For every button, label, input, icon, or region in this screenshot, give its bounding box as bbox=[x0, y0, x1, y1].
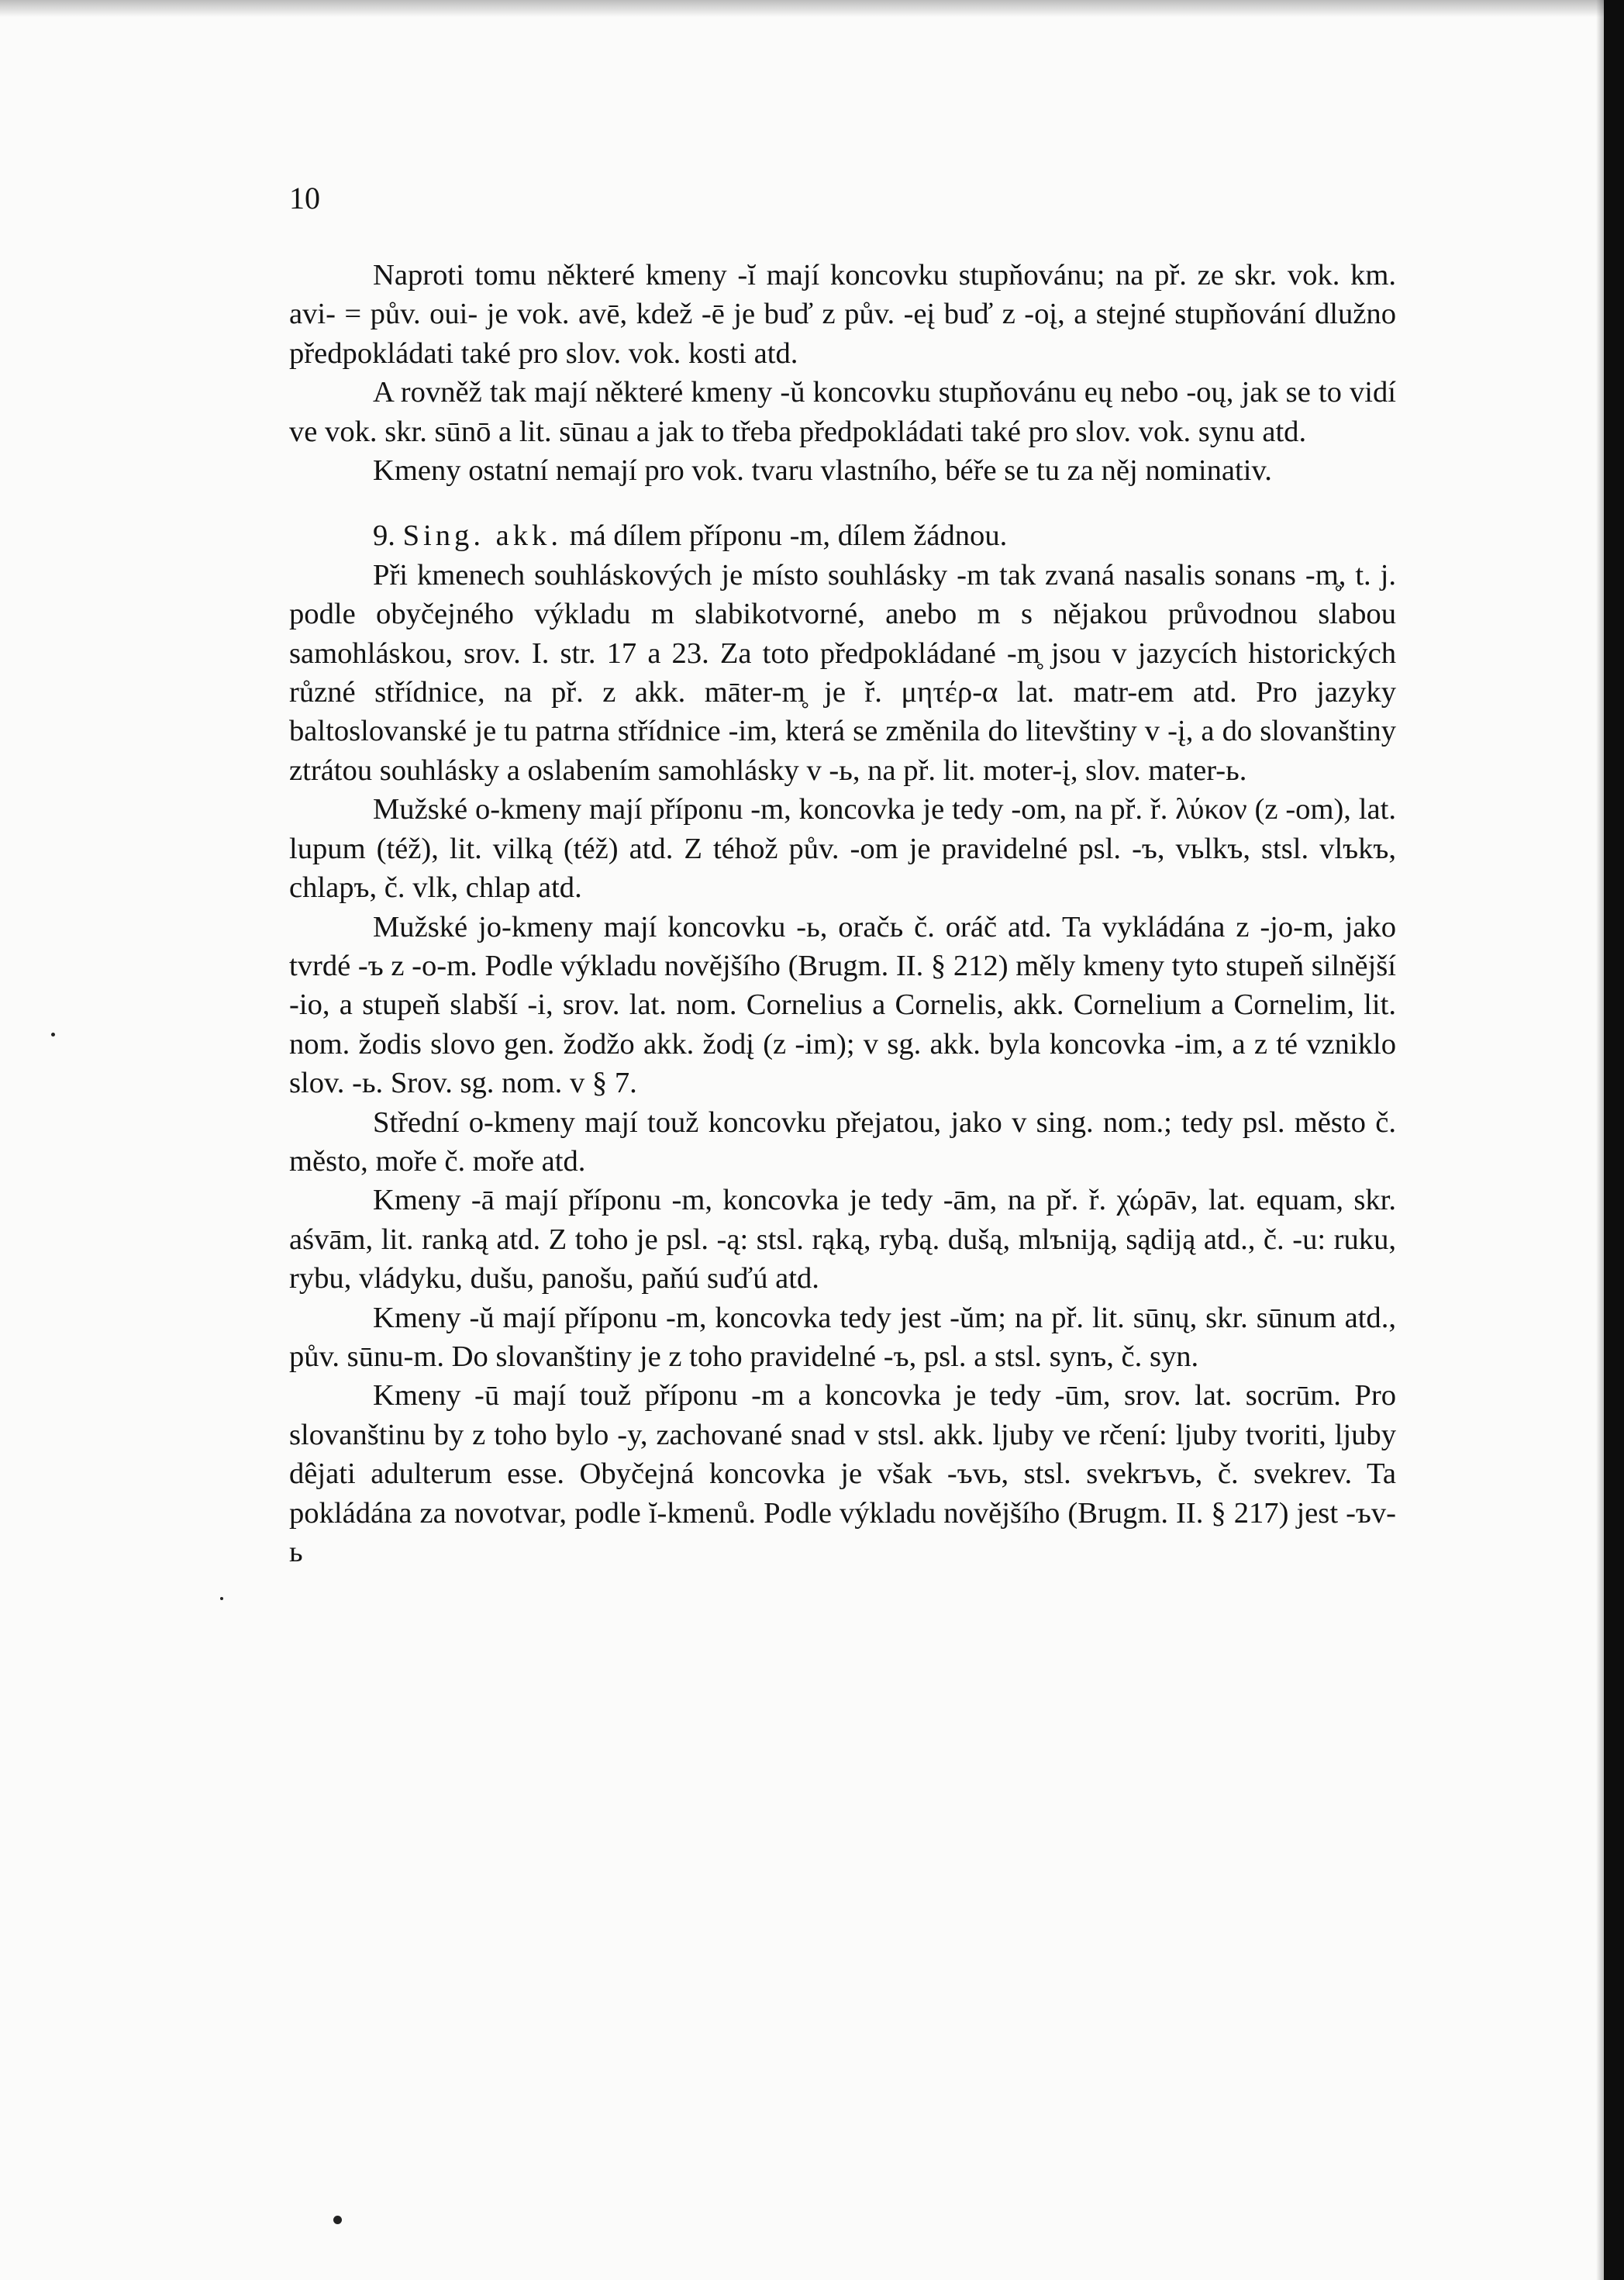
scan-speck bbox=[220, 1597, 223, 1600]
scan-border-right bbox=[1604, 0, 1624, 2280]
paragraph-vocative-other: Kmeny ostatní nemají pro vok. tvaru vlastního, béře se tu za něj nominativ. bbox=[373, 454, 1272, 488]
paragraph-long-u-stems: Kmeny -ū mají touž příponu -m a koncovka je tedy -ūm, srov. lat. socrūm. Pro slovanštinu by z toho bylo -y, zachované snad v stsl. akk. ljuby ve rčení: ljuby tvoriti, ljuby dêjati adulterum esse. Obyčejná koncovka je však -ъvь, stsl. svekrъvь, č. svekrev. Ta pokládána za novotvar, podle ĭ-kmenů. Podle výkladu novějšího (Brugm. II. § 217) jest -ъv-ь bbox=[289, 1379, 1396, 1568]
paragraph-masculine-o-stems: Mužské o-kmeny mají příponu -m, koncovka je tedy -om, na př. ř. λύκον (z -om), lat. lupum (též), lit. vilką (též) atd. Z téhož pův. -om je pravidelné psl. -ъ, vьlkъ, stsl. vlъkъ, chlapъ, č. vlk, chlap atd. bbox=[289, 793, 1396, 905]
scan-shadow-right bbox=[1596, 0, 1604, 2280]
section-title: Sing. akk. bbox=[402, 519, 562, 553]
scan-speck bbox=[333, 2216, 342, 2224]
paragraph-neuter-o-stems: Střední o-kmeny mají touž koncovku přejatou, jako v sing. nom.; tedy psl. město č. město, moře č. moře atd. bbox=[289, 1106, 1396, 1178]
section-intro: má dílem příponu -m, dílem žádnou. bbox=[569, 519, 1008, 553]
paragraph-consonant-stems: Při kmenech souhláskových je místo souhlásky -m tak zvaná nasalis sonans -m̥, t. j. podle obyčejného výkladu m slabikotvorné, anebo m s nějakou průvodnou slabou samohláskou, srov. I. str. 17 a 23. Za toto předpokládané -m̥ jsou v jazycích historických různé střídnice, na př. z akk. māter-m̥ je ř. μητέρ-α lat. matr-em atd. Pro jazyky baltoslovanské je tu patrna střídnice -im, která se změnila do litevštiny v -į, a do slovanštiny ztrátou souhlásky a oslabením samohlásky v -ь, na př. lit. moter-į, slov. mater-ь. bbox=[289, 558, 1396, 787]
paragraph-vocative-i: Naproti tomu některé kmeny -ĭ mají koncovku stupňovánu; na př. ze skr. vok. km. avi- = pův. oui- je vok. avē, kdež -ē je buď z pův. -eį buď z -oį, a stejné stupňování dlužno předpokládati také pro slov. vok. kosti atd. bbox=[289, 259, 1396, 370]
scan-speck bbox=[51, 1033, 55, 1037]
paragraph-masculine-jo-stems: Mužské jo-kmeny mají koncovku -ь, oračь č. oráč atd. Ta vykládána z -jo-m, jako tvrdé -ъ z -o-m. Podle výkladu novějšího (Brugm. II. § 212) měly kmeny tyto stupeň silnější -io, a stupeň slabší -i, srov. lat. nom. Cornelius a Cornelis, akk. Cornelium a Cornelim, lit. nom. žodis slovo gen. žodžo akk. žodį (z -im); v sg. akk. byla koncovka -im, a z té vzniklo slov. -ь. Srov. sg. nom. v § 7. bbox=[289, 910, 1396, 1100]
scan-shadow-top bbox=[0, 0, 1624, 17]
section-number: 9. bbox=[373, 519, 395, 553]
paragraph-a-stems: Kmeny -ā mají příponu -m, koncovka je tedy -ām, na př. ř. χώρāν, lat. equam, skr. aśvām, lit. ranką atd. Z toho je psl. -ą: stsl. rąką, rybą. dušą, mlъniją, sądiją atd., č. -u: ruku, rybu, vládyku, dušu, panošu, paňú suďú atd. bbox=[289, 1184, 1396, 1295]
paragraph-short-u-stems: Kmeny -ŭ mají příponu -m, koncovka tedy jest -ŭm; na př. lit. sūnų, skr. sūnum atd., pův. sūnu-m. Do slovanštiny je z toho pravidelné -ъ, psl. a stsl. synъ, č. syn. bbox=[289, 1301, 1396, 1373]
paragraph-vocative-u: A rovněž tak mají některé kmeny -ŭ koncovku stupňovánu eų nebo -oų, jak se to vidí ve vok. skr. sūnō a lit. sūnau a jak to třeba předpokládati také pro slov. vok. synu atd. bbox=[289, 376, 1396, 448]
section-heading-9 bbox=[289, 516, 1396, 555]
page-body bbox=[289, 256, 1396, 1571]
page-number: 10 bbox=[289, 181, 320, 216]
